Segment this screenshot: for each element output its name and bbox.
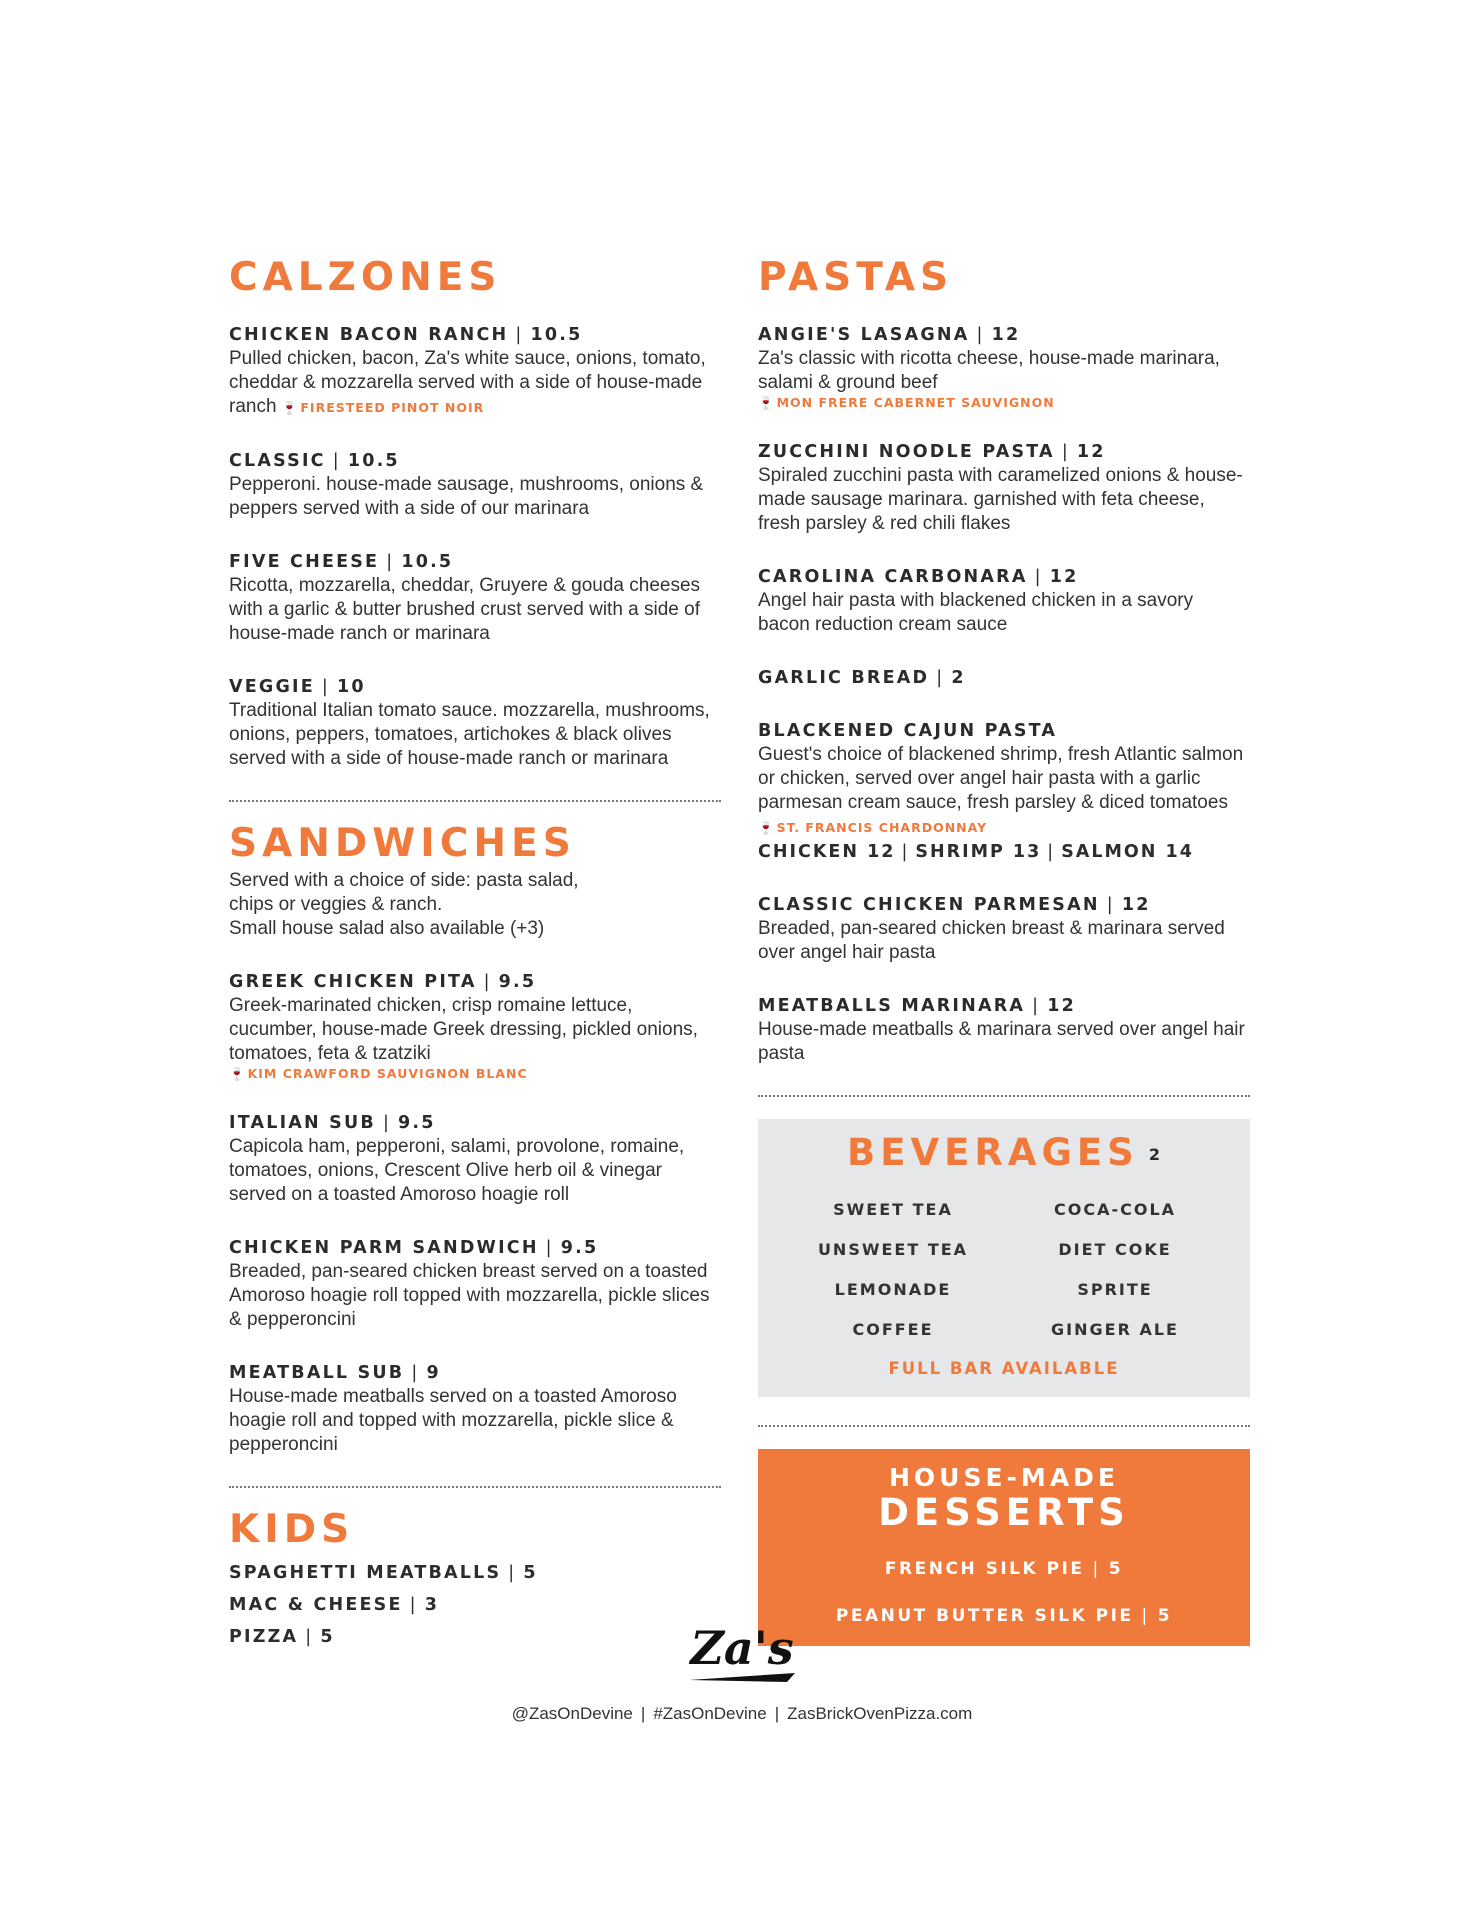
website-link[interactable]: ZasBrickOvenPizza.com <box>787 1704 973 1723</box>
item-description: Breaded, pan-seared chicken breast & marinara served over angel hair pasta <box>758 918 1225 963</box>
menu-item <box>758 719 1250 864</box>
item-name: CHICKEN PARM SANDWICH <box>229 1238 539 1258</box>
item-name: FRENCH SILK PIE <box>884 1559 1085 1579</box>
wine-pairing <box>282 400 484 415</box>
separator: | <box>901 842 910 862</box>
item-price: 3 <box>424 1595 440 1615</box>
wine-glass-icon: 🍷 <box>758 820 775 835</box>
item-name: MEATBALL SUB <box>229 1363 405 1383</box>
separator: | <box>1106 895 1115 915</box>
kids-item <box>229 1589 721 1621</box>
item-name: CLASSIC <box>229 451 326 471</box>
separator: | <box>1034 567 1043 587</box>
separator: | <box>1061 442 1070 462</box>
intro-line: chips or veggies & ranch. <box>229 894 443 915</box>
separator: | <box>1141 1606 1150 1626</box>
separator: | <box>1032 996 1041 1016</box>
item-name: VEGGIE <box>229 677 315 697</box>
protein-prices <box>758 840 1250 864</box>
separator: | <box>515 325 524 345</box>
item-description: Capicola ham, pepperoni, salami, provolone, romaine, tomatoes, onions, Crescent Olive herb oil & vinegar served on a toasted Amoroso hoagie roll <box>229 1136 685 1205</box>
item-price: 10 <box>337 677 366 697</box>
wine-glass-icon: 🍷 <box>229 1066 246 1081</box>
item-name: CAROLINA CARBONARA <box>758 567 1028 587</box>
sandwiches-title: SANDWICHES <box>229 821 576 866</box>
item-price: 2 <box>951 668 966 688</box>
menu-item <box>758 440 1250 536</box>
menu-item <box>229 1236 721 1332</box>
item-price: 10.5 <box>401 552 454 572</box>
sandwiches-intro <box>229 869 721 941</box>
desserts-panel <box>758 1449 1250 1646</box>
menu-item <box>229 323 721 420</box>
right-column <box>758 255 1250 1646</box>
pairing-label: ST. FRANCIS CHARDONNAY <box>776 820 988 835</box>
item-name: CLASSIC CHICKEN PARMESAN <box>758 895 1100 915</box>
footer-links <box>0 1704 1484 1724</box>
item-name: MAC & CHEESE <box>229 1595 403 1615</box>
item-description: Pulled chicken, bacon, Za's white sauce, onions, tomato, cheddar & mozzarella served with a side of house-made ranch <box>229 348 706 417</box>
item-name: FIVE CHEESE <box>229 552 380 572</box>
beverage-item: LEMONADE <box>834 1279 952 1299</box>
beverages-grid <box>758 1198 1250 1342</box>
item-price: 5 <box>1108 1559 1124 1579</box>
item-description: Pepperoni. house-made sausage, mushrooms, onions & peppers served with a side of our marinara <box>229 474 704 519</box>
separator: | <box>936 668 945 688</box>
wine-glass-icon: 🍷 <box>758 395 775 410</box>
beverage-item: DIET COKE <box>1058 1239 1172 1259</box>
item-name: ITALIAN SUB <box>229 1113 376 1133</box>
menu-item <box>229 1361 721 1457</box>
brand-logo <box>687 1620 797 1684</box>
item-description: Guest's choice of blackened shrimp, fresh Atlantic salmon or chicken, served over angel hair pasta with a garlic parmesan cream sauce, fresh parsley & diced tomatoes <box>758 744 1244 813</box>
menu-item <box>229 449 721 521</box>
item-name: ZUCCHINI NOODLE PASTA <box>758 442 1055 462</box>
pairing-label: KIM CRAWFORD SAUVIGNON BLANC <box>247 1066 528 1081</box>
item-name: GARLIC BREAD <box>758 668 930 688</box>
separator: | <box>483 972 492 992</box>
separator: | <box>386 552 395 572</box>
separator: | <box>774 1704 780 1723</box>
calzones-title: CALZONES <box>229 255 502 300</box>
price-option: CHICKEN 12 <box>758 842 896 862</box>
separator: | <box>640 1704 646 1723</box>
item-name: CHICKEN BACON RANCH <box>229 325 509 345</box>
separator: | <box>411 1363 420 1383</box>
full-bar-note: FULL BAR AVAILABLE <box>888 1358 1120 1378</box>
dotted-divider <box>229 1486 721 1488</box>
menu-item <box>229 1111 721 1207</box>
item-name: PEANUT BUTTER SILK PIE <box>835 1606 1134 1626</box>
wine-pairing <box>758 820 987 835</box>
beverages-price: 2 <box>1148 1144 1161 1164</box>
pairing-label: FIRESTEED PINOT NOIR <box>300 400 485 415</box>
separator: | <box>508 1563 517 1583</box>
hashtag[interactable]: #ZasOnDevine <box>653 1704 767 1723</box>
desserts-kicker: HOUSE-MADE <box>889 1463 1119 1492</box>
left-column <box>229 255 721 1653</box>
item-description: Angel hair pasta with blackened chicken in a savory bacon reduction cream sauce <box>758 590 1194 635</box>
instagram-handle[interactable]: @ZasOnDevine <box>511 1704 633 1723</box>
item-description: House-made meatballs served on a toasted Amoroso hoagie roll and topped with mozzarella, pickle slice & pepperoncini <box>229 1386 677 1455</box>
item-price: 12 <box>1076 442 1106 462</box>
menu-item <box>758 994 1250 1066</box>
wine-glass-icon: 🍷 <box>281 400 299 415</box>
intro-line: Small house salad also available (+3) <box>229 918 545 939</box>
menu-item <box>229 550 721 646</box>
separator: | <box>545 1238 554 1258</box>
item-price: 10.5 <box>530 325 583 345</box>
item-name: ANGIE'S LASAGNA <box>758 325 970 345</box>
item-description: Ricotta, mozzarella, cheddar, Gruyere & gouda cheeses with a garlic & butter brushed crust served with a side of house-made ranch or marinara <box>229 575 701 644</box>
separator: | <box>1092 1559 1101 1579</box>
item-description: Greek-marinated chicken, crisp romaine lettuce, cucumber, house-made Greek dressing, pickled onions, tomatoes, feta & tzatziki <box>229 995 698 1064</box>
kids-item <box>229 1557 721 1589</box>
separator: | <box>976 325 985 345</box>
separator: | <box>332 451 341 471</box>
wine-pairing <box>758 395 1250 411</box>
item-price: 12 <box>1049 567 1079 587</box>
menu-item <box>229 675 721 771</box>
separator: | <box>409 1595 418 1615</box>
menu-item <box>229 970 721 1082</box>
menu-item <box>758 893 1250 965</box>
item-price: 5 <box>523 1563 538 1583</box>
separator: | <box>382 1113 392 1133</box>
item-price: 12 <box>1047 996 1077 1016</box>
item-price: 10.5 <box>347 451 400 471</box>
item-name: BLACKENED CAJUN PASTA <box>758 721 1058 741</box>
dotted-divider <box>229 800 721 802</box>
item-name: MEATBALLS MARINARA <box>758 996 1026 1016</box>
dotted-divider <box>758 1425 1250 1427</box>
separator: | <box>1047 842 1056 862</box>
item-description: Za's classic with ricotta cheese, house-made marinara, salami & ground beef <box>758 348 1220 393</box>
item-price: 12 <box>991 325 1021 345</box>
desserts-title: DESSERTS <box>878 1491 1130 1534</box>
separator: | <box>321 677 331 697</box>
beverage-item: COFFEE <box>852 1319 934 1339</box>
footer <box>0 1620 1484 1724</box>
pairing-label: MON FRERE CABERNET SAUVIGNON <box>776 395 1055 410</box>
beverage-item: UNSWEET TEA <box>817 1239 969 1259</box>
price-option: SALMON 14 <box>1061 842 1194 862</box>
menu-item <box>758 666 1250 690</box>
item-description: Breaded, pan-seared chicken breast served on a toasted Amoroso hoagie roll topped with mozzarella, pickle slices & pepperoncini <box>229 1261 710 1330</box>
logo-text: Za's <box>690 1621 794 1675</box>
beverage-item: SPRITE <box>1077 1279 1153 1299</box>
beverages-panel <box>758 1119 1250 1397</box>
item-name: PIZZA <box>229 1627 299 1647</box>
beverage-item: GINGER ALE <box>1051 1319 1179 1339</box>
item-price: 9 <box>426 1363 441 1383</box>
intro-line: Served with a choice of side: pasta salad, <box>229 870 579 891</box>
item-description: Spiraled zucchini pasta with caramelized onions & house-made sausage marinara. garnished with feta cheese, fresh parsley & red chili flakes <box>758 465 1243 534</box>
item-description: Traditional Italian tomato sauce. mozzarella, mushrooms, onions, peppers, tomatoes, artichokes & black olives served with a side of house-made ranch or marinara <box>229 700 710 769</box>
item-description: House-made meatballs & marinara served over angel hair pasta <box>758 1019 1245 1064</box>
item-price: 9.5 <box>498 972 537 992</box>
item-price: 9.5 <box>398 1113 436 1133</box>
dotted-divider <box>758 1095 1250 1097</box>
kids-title: KIDS <box>229 1507 355 1552</box>
pastas-title: PASTAS <box>758 255 954 300</box>
separator: | <box>305 1627 314 1647</box>
beverage-item: SWEET TEA <box>833 1199 953 1219</box>
menu-item <box>758 323 1250 411</box>
dessert-item <box>758 1557 1250 1581</box>
item-name: SPAGHETTI MEATBALLS <box>229 1563 502 1583</box>
item-price: 5 <box>320 1627 335 1647</box>
beverages-title: BEVERAGES <box>847 1131 1139 1174</box>
item-name: GREEK CHICKEN PITA <box>229 972 477 992</box>
beverage-item: COCA-COLA <box>1053 1199 1177 1219</box>
menu-item <box>758 565 1250 637</box>
item-price: 12 <box>1121 895 1151 915</box>
price-option: SHRIMP 13 <box>915 842 1042 862</box>
item-price: 5 <box>1157 1606 1173 1626</box>
wine-pairing <box>229 1066 721 1082</box>
item-price: 9.5 <box>560 1238 599 1258</box>
